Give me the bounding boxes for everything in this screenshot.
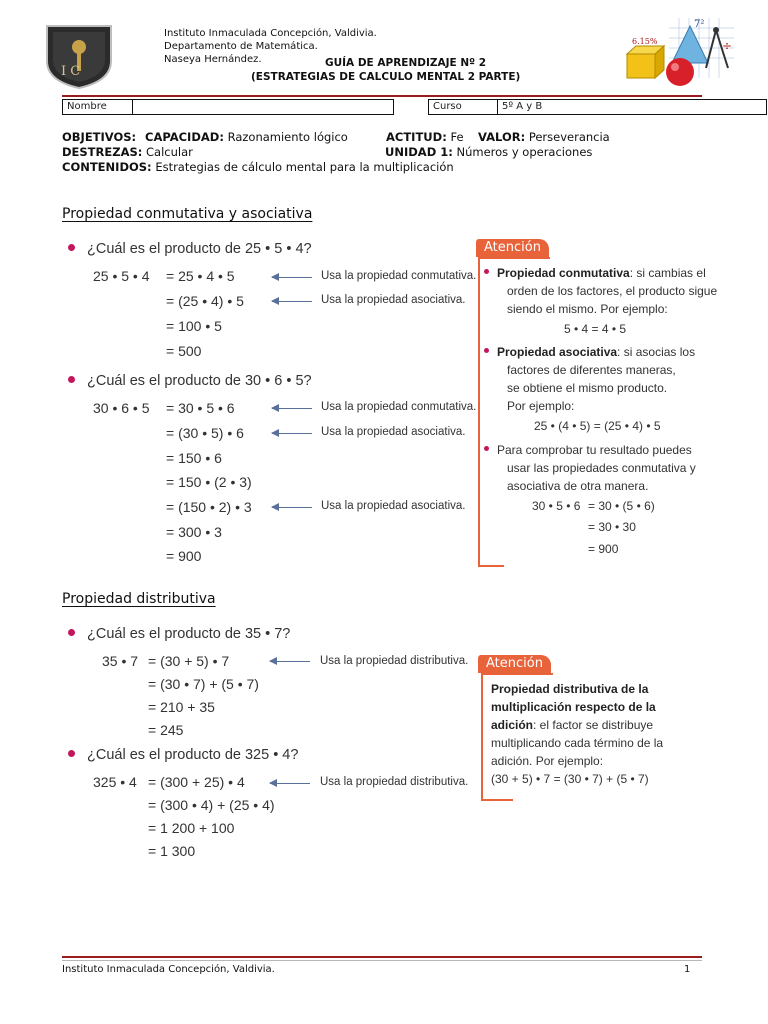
q4-note: Usa la propiedad distributiva.: [320, 776, 469, 788]
unidad-value: Números y operaciones: [456, 145, 593, 159]
actitud-label: ACTITUD:: [386, 130, 447, 144]
course-label-cell: [428, 99, 498, 115]
q1-lhs: 25 • 5 • 4: [93, 268, 150, 284]
attention1-example-2: 25 • (4 • 5) = (25 • 4) • 5: [534, 419, 661, 433]
destrezas-value: Calcular: [146, 145, 193, 159]
q2-note-2: Usa la propiedad asociativa.: [321, 426, 466, 438]
q4-step-1: = (300 + 25) • 4: [148, 774, 245, 790]
course-value: 5º A y B: [502, 101, 543, 112]
q2-step-2: = (30 • 5) • 6: [166, 425, 244, 441]
q4-step-3: = 1 200 + 100: [148, 820, 235, 836]
arrow-left-icon: [270, 661, 310, 662]
contenidos-value: Estrategias de cálculo mental para la multiplicación: [155, 160, 454, 174]
q3-step-1: = (30 + 5) • 7: [148, 653, 230, 669]
q3-step-4: = 245: [148, 722, 184, 738]
attention1-check-lhs: 30 • 5 • 6: [532, 499, 581, 513]
valor-value: Perseverancia: [528, 130, 610, 144]
bullet-icon: [484, 348, 489, 353]
q1-step-2: = (25 • 4) • 5: [166, 293, 244, 309]
logo-letters: I C: [61, 64, 81, 79]
attention-border-2: [481, 673, 483, 800]
q2-step-4: = 150 • (2 • 3): [166, 474, 252, 490]
q2-step-3: = 150 • 6: [166, 450, 222, 466]
capacidad-value: Razonamiento lógico: [227, 130, 348, 144]
q4-step-2: = (300 • 4) + (25 • 4): [148, 797, 275, 813]
q3-lhs: 35 • 7: [102, 653, 139, 669]
q2-note-3: Usa la propiedad asociativa.: [321, 500, 466, 512]
q1-note-2: Usa la propiedad asociativa.: [321, 294, 466, 306]
attention1-bullet-3: Para comprobar tu resultado puedes usar las propiedades conmutativa y asociativa de otra manera.: [484, 441, 714, 495]
q4-step-4: = 1 300: [148, 843, 196, 859]
q1-step-3: = 100 • 5: [166, 318, 222, 334]
question-1-text: ¿Cuál es el producto de 25 • 5 • 4?: [87, 241, 312, 257]
q2-step-5: = (150 • 2) • 3: [166, 499, 252, 515]
bullet-icon: [484, 446, 489, 451]
school-logo: [44, 23, 114, 90]
attention1-bullet-1: Propiedad conmutativa: si cambias el orden de los factores, el producto sigue siendo el mismo. Por ejemplo:: [484, 264, 714, 318]
destrezas-label: DESTREZAS:: [62, 145, 143, 159]
question-4-text: ¿Cuál es el producto de 325 • 4?: [87, 747, 299, 763]
q2-lhs: 30 • 6 • 5: [93, 400, 150, 416]
q3-step-3: = 210 + 35: [148, 699, 215, 715]
math-percent-text: 6.15%: [632, 37, 658, 46]
attention1-example-1: 5 • 4 = 4 • 5: [564, 322, 627, 336]
q4-lhs: 325 • 4: [93, 774, 137, 790]
q3-note: Usa la propiedad distributiva.: [320, 655, 469, 667]
header-rule: [62, 95, 702, 97]
question-3: [68, 626, 290, 642]
valor-label: VALOR:: [478, 130, 526, 144]
question-2-text: ¿Cuál es el producto de 30 • 6 • 5?: [87, 373, 312, 389]
bullet-icon: [68, 244, 75, 251]
q2-step-6: = 300 • 3: [166, 524, 222, 540]
arrow-left-icon: [272, 507, 312, 508]
q1-note-1: Usa la propiedad conmutativa.: [321, 270, 477, 282]
bullet-icon: [68, 376, 75, 383]
arrow-left-icon: [272, 433, 312, 434]
header-teacher: Naseya Hernández.: [164, 54, 262, 65]
actitud-value: Fe: [450, 130, 464, 144]
name-label-cell: [62, 99, 133, 115]
question-2: [68, 373, 312, 389]
section-distributive-title: Propiedad distributiva: [62, 591, 216, 607]
bullet-icon: [68, 629, 75, 636]
course-value-cell: [497, 99, 767, 115]
question-4: [68, 747, 298, 763]
svg-text:÷: ÷: [722, 39, 733, 53]
attention1-check-step-1: = 30 • (5 • 6): [588, 499, 655, 513]
name-label: Nombre: [67, 101, 107, 112]
unidad-label: UNIDAD 1:: [385, 145, 453, 159]
attention1-bullet-2: Propiedad asociativa: si asocias los factores de diferentes maneras, se obtiene el mismo producto. Por ejemplo:: [484, 343, 714, 415]
header-institution: Instituto Inmaculada Concepción, Valdivia.: [164, 28, 377, 39]
attention2-example: (30 + 5) • 7 = (30 • 7) + (5 • 7): [491, 772, 649, 786]
capacidad-label: CAPACIDAD:: [145, 130, 224, 144]
guide-title: GUÍA DE APRENDIZAJE Nº 2: [325, 57, 487, 69]
question-1: [68, 241, 312, 257]
bullet-icon: [484, 269, 489, 274]
q2-step-1: = 30 • 5 • 6: [166, 400, 235, 416]
guide-subtitle: (ESTRATEGIAS DE CALCULO MENTAL 2 PARTE): [251, 71, 521, 83]
question-3-text: ¿Cuál es el producto de 35 • 7?: [87, 626, 291, 642]
attention1-check-step-3: = 900: [588, 542, 619, 556]
attention-tab-1: Atención: [476, 239, 549, 257]
attention1-check-step-2: = 30 • 30: [588, 520, 636, 534]
math-exponent-text: 7²: [694, 19, 705, 30]
q2-note-1: Usa la propiedad conmutativa.: [321, 401, 477, 413]
arrow-left-icon: [272, 408, 312, 409]
objetivos-label: OBJETIVOS:: [62, 130, 137, 144]
attention2-text: Propiedad distributiva de la multiplicación respecto de la adición: el factor se distribuye multiplicando cada término de la adición. Por ejemplo: (30 + 5) • 7 = (30 • 7) + (5 • 7): [491, 680, 691, 788]
name-input[interactable]: [132, 99, 394, 115]
q1-step-4: = 500: [166, 343, 202, 359]
math-illustration: [624, 18, 736, 90]
attention-tab-2: Atención: [478, 655, 551, 673]
header-department: Departamento de Matemática.: [164, 41, 318, 52]
arrow-left-icon: [272, 277, 312, 278]
q2-step-7: = 900: [166, 548, 202, 564]
footer-institution: Instituto Inmaculada Concepción, Valdivia.: [62, 964, 275, 975]
section-commutative-title: Propiedad conmutativa y asociativa: [62, 206, 313, 222]
q3-step-2: = (30 • 7) + (5 • 7): [148, 676, 259, 692]
attention-border-1: [478, 257, 480, 566]
course-label: Curso: [433, 101, 462, 112]
contenidos-label: CONTENIDOS:: [62, 160, 152, 174]
arrow-left-icon: [272, 301, 312, 302]
arrow-left-icon: [270, 783, 310, 784]
q1-step-1: = 25 • 4 • 5: [166, 268, 235, 284]
bullet-icon: [68, 750, 75, 757]
page-number: 1: [684, 964, 691, 975]
footer-rule: [62, 956, 702, 958]
